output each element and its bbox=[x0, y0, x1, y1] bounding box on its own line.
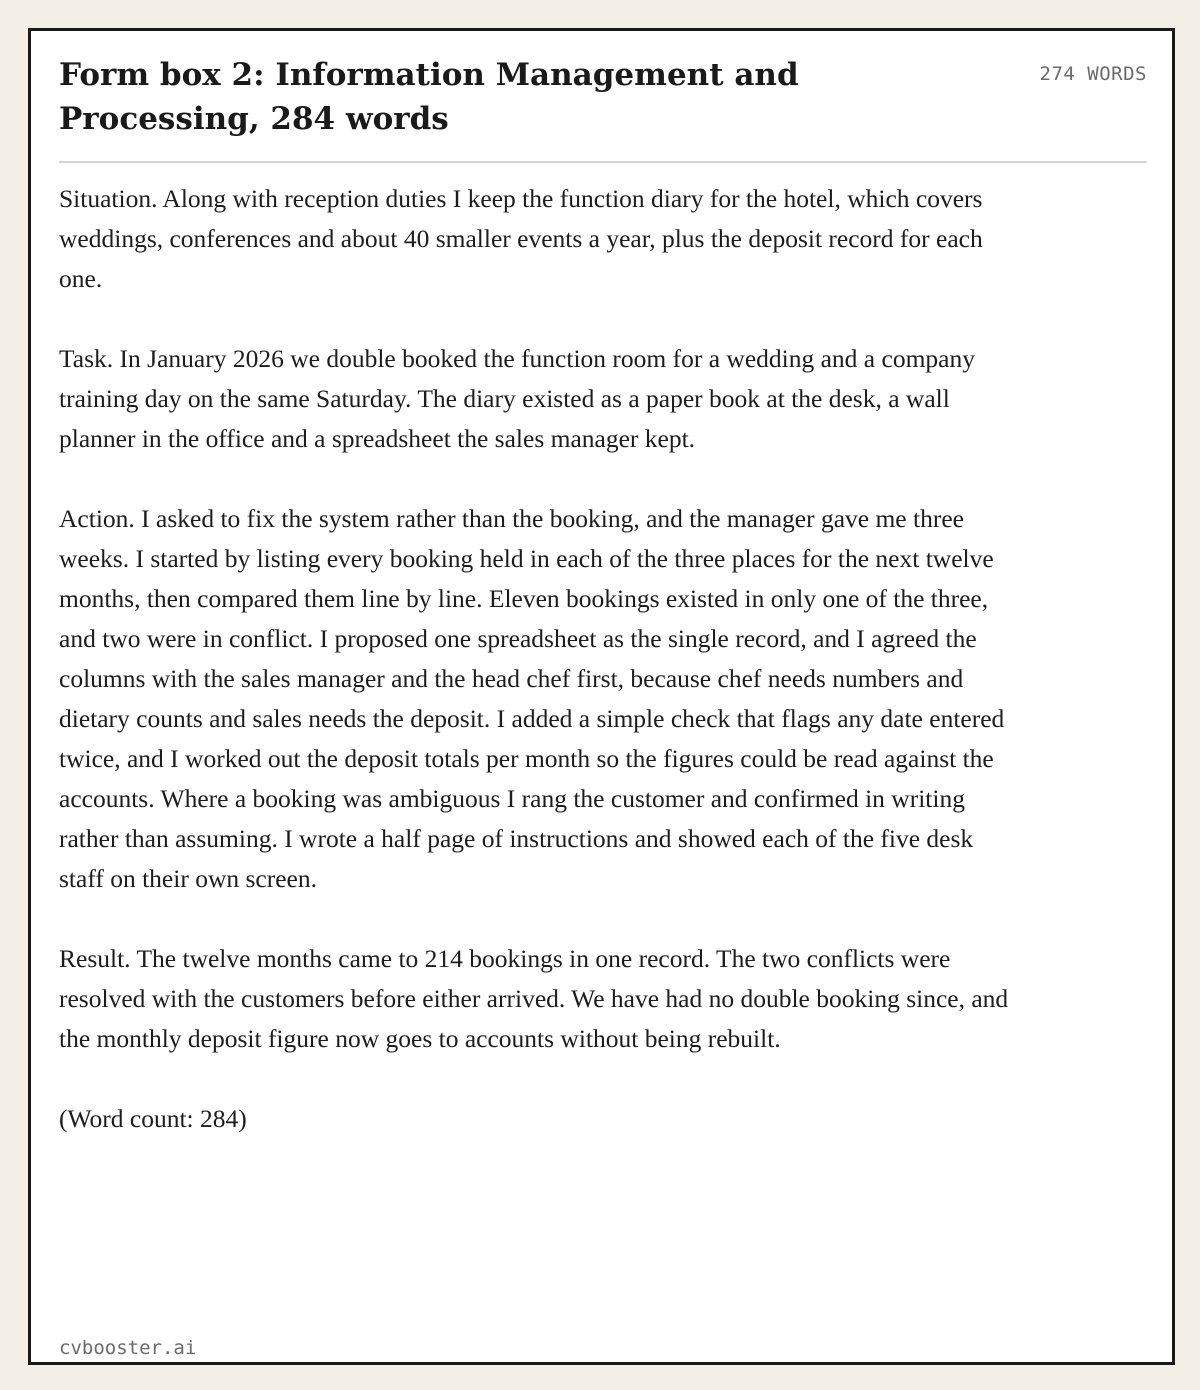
form-title: Form box 2: Information Management and Processing, 284 words bbox=[59, 57, 799, 137]
paragraph-word-count: (Word count: 284) bbox=[59, 1104, 247, 1133]
form-body bbox=[59, 179, 1019, 1179]
form-header bbox=[59, 53, 1147, 163]
paragraph-result: Result. The twelve months came to 214 bookings in one record. The two conflicts were resolved with the customers before either arrived. We have had no double booking since, and the monthly deposit figure now goes to accounts without being rebuilt. bbox=[59, 944, 1009, 1053]
paragraph-situation: Situation. Along with reception duties I keep the function diary for the hotel, which covers weddings, conferences and about 40 smaller events a year, plus the deposit record for each one. bbox=[59, 184, 983, 293]
word-count-badge: 274 WORDS bbox=[1039, 63, 1147, 85]
footer-brand: cvbooster.ai bbox=[59, 1337, 197, 1359]
form-card bbox=[28, 28, 1175, 1365]
paragraph-action: Action. I asked to fix the system rather than the booking, and the manager gave me three weeks. I started by listing every booking held in each of the three places for the next twelve months, then compared them line by line. Eleven bookings existed in only one of the three, and two were in conflict. I proposed one spreadsheet as the single record, and I agreed the columns with the sales manager and the head chef first, because chef needs numbers and dietary counts and sales needs the deposit. I added a simple check that flags any date entered twice, and I worked out the deposit totals per month so the figures could be read against the accounts. Where a booking was ambiguous I rang the customer and confirmed in writing rather than assuming. I wrote a half page of instructions and showed each of the five desk staff on their own screen. bbox=[59, 504, 1005, 893]
paragraph-task: Task. In January 2026 we double booked the function room for a wedding and a company training day on the same Saturday. The diary existed as a paper book at the desk, a wall planner in the office and a spreadsheet the sales manager kept. bbox=[59, 344, 975, 453]
